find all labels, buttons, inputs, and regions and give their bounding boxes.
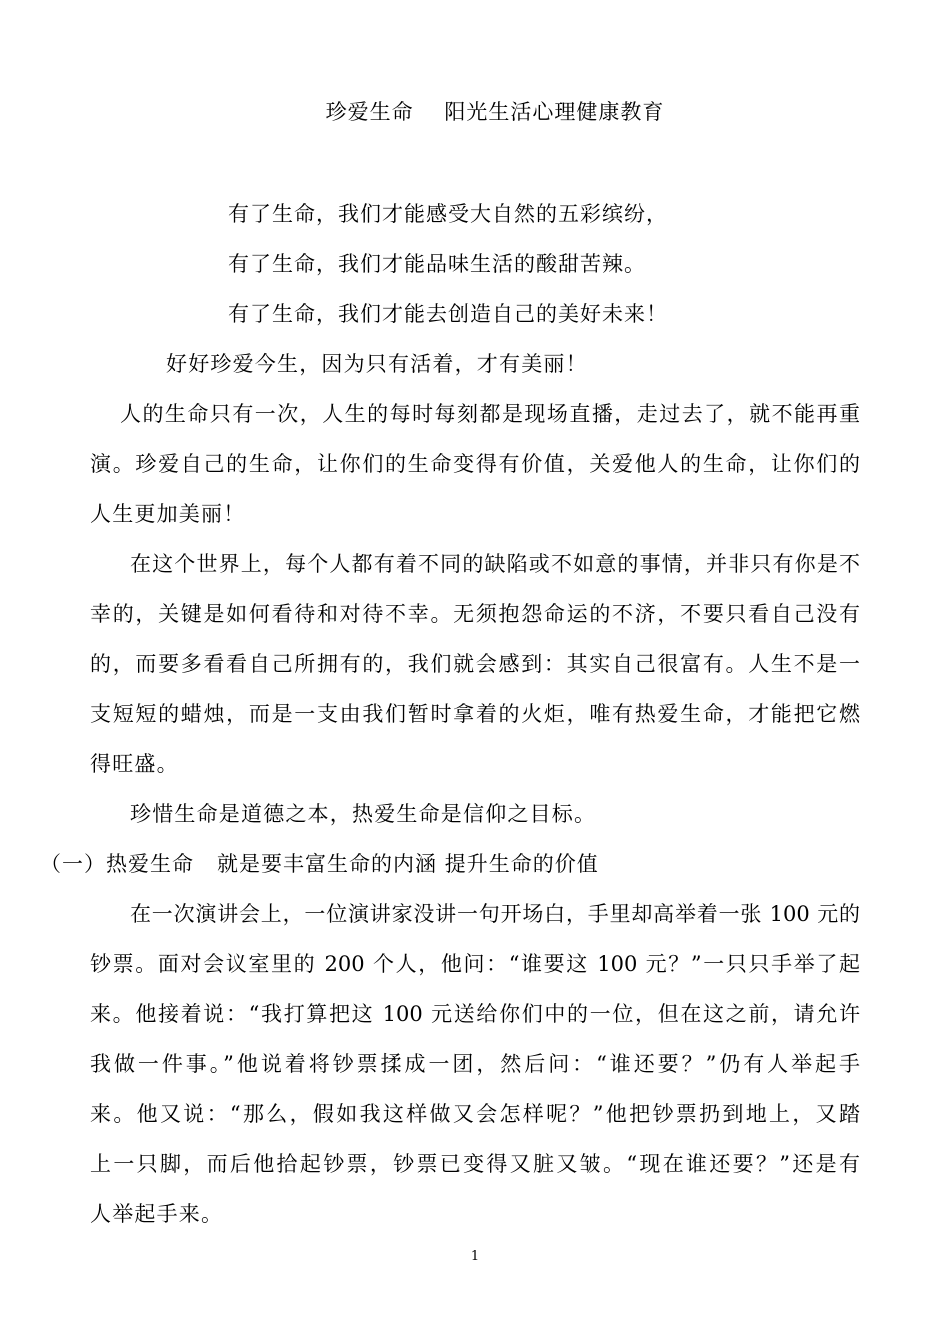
paragraph-2-line-5: 得旺盛。 [90,752,179,776]
paragraph-1-line-2: 演。珍爱自己的生命，让你们的生命变得有价值，关爱他人的生命，让你们的 [90,452,860,476]
paragraph-2-line-2: 幸的，关键是如何看待和对待不幸。无须抱怨命运的不济，不要只看自己没有 [90,602,860,626]
paragraph-4-line-3: 来。他接着说：“我打算把这 100 元送给你们中的一位，但在这之前，请允许 [90,1002,860,1026]
paragraph-4-line-6: 上一只脚，而后他拾起钞票，钞票已变得又脏又皱。“现在谁还要？”还是有 [90,1152,860,1176]
paragraph-2-line-3: 的，而要多看看自己所拥有的，我们就会感到：其实自己很富有。人生不是一 [90,652,860,676]
paragraph-1-line-1: 人的生命只有一次，人生的每时每刻都是现场直播，走过去了，就不能再重 [120,402,860,426]
paragraph-4-line-7: 人举起手来。 [90,1202,224,1226]
paragraph-4-line-2: 钞票。面对会议室里的 200 个人，他问：“谁要这 100 元？”一只只手举了起 [90,952,860,976]
document-title: 珍爱生命 阳光生活心理健康教育 [325,100,665,124]
paragraph-4-line-5: 来。他又说：“那么，假如我这样做又会怎样呢？”他把钞票扔到地上，又踏 [90,1102,860,1126]
poem-line-2: 有了生命，我们才能品味生活的酸甜苦辣。 [228,252,646,276]
poem-line-1: 有了生命，我们才能感受大自然的五彩缤纷， [228,202,668,226]
slogan: 好好珍爱今生，因为只有活着，才有美丽！ [166,352,588,376]
paragraph-3: 珍惜生命是道德之本，热爱生命是信仰之目标。 [130,802,597,826]
paragraph-2-line-1: 在这个世界上，每个人都有着不同的缺陷或不如意的事情，并非只有你是不 [130,552,860,576]
paragraph-4-line-1: 在一次演讲会上，一位演讲家没讲一句开场白，手里却高举着一张 100 元的 [130,902,860,926]
paragraph-1-line-3: 人生更加美丽！ [90,502,246,526]
poem-line-3: 有了生命，我们才能去创造自己的美好未来！ [228,302,668,326]
section-heading: （一）热爱生命 就是要丰富生命的内涵 提升生命的价值 [40,852,599,876]
paragraph-4-line-4: 我做一件事。”他说着将钞票揉成一团，然后问：“谁还要？”仍有人举起手 [90,1052,860,1076]
page-number: 1 [470,1249,480,1264]
paragraph-2-line-4: 支短短的蜡烛，而是一支由我们暂时拿着的火炬，唯有热爱生命，才能把它燃 [90,702,860,726]
